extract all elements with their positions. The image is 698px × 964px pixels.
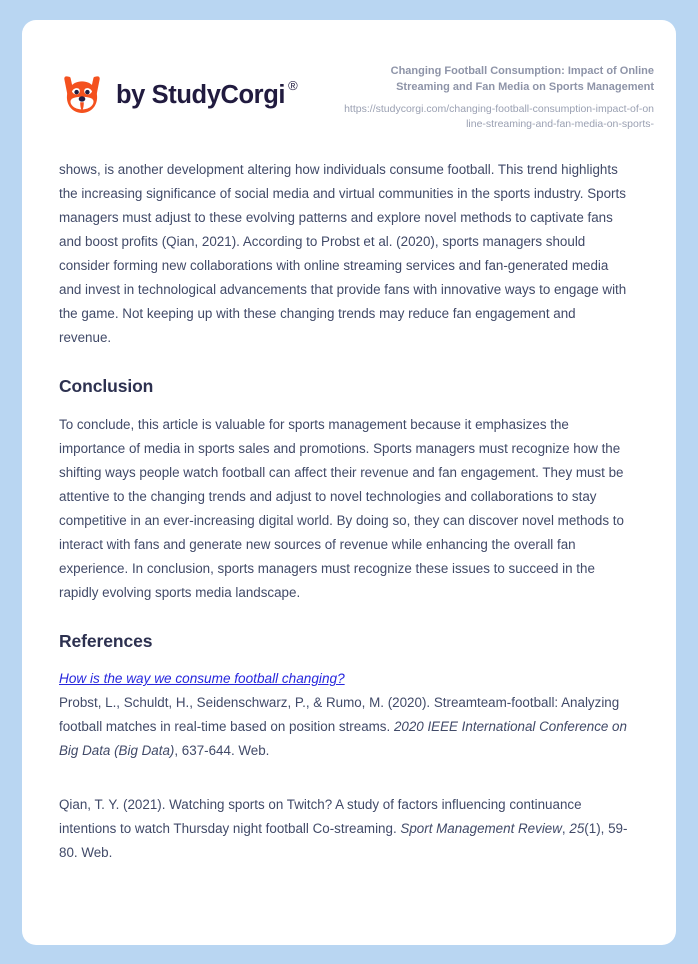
conclusion-heading: Conclusion [59, 376, 154, 397]
references-heading: References [59, 631, 153, 652]
document-url: https://studycorgi.com/changing-football-consumption-impact-of-online-streaming-and-fan-media-on-sports- [344, 103, 654, 130]
reference-probst-source: 2020 IEEE International Conference on Big Data (Big Data) [59, 719, 627, 759]
reference-qian-source: Sport Management Review [400, 821, 562, 837]
reference-entry-probst [59, 691, 629, 763]
reference-qian-volume: 25 [569, 821, 585, 837]
corgi-face-icon [59, 72, 105, 118]
brand-name [116, 77, 298, 110]
reference-probst-post: , 637-644. Web. [174, 743, 270, 759]
reference-qian-post: (1), 59-80. Web. [59, 821, 628, 861]
reference-source-link[interactable]: How is the way we consume football changing? [59, 671, 345, 687]
intro-paragraph: shows, is another development altering how individuals consume football. This trend highlights the increasing significance of social media and virtual communities in the sports industry. Sports managers must adjust to these evolving patterns and explore novel methods to captivate fans and boost profits (Qian, 2021). According to Probst et al. (2020), sports managers should consider forming new collaborations with online streaming services and fan-generated media and invest in technological advancements that provide fans with innovative ways to engage with the game. Not keeping up with these changing trends may reduce fan engagement and revenue. [59, 162, 627, 346]
reference-qian-mid: , [561, 821, 570, 837]
header-meta [342, 60, 654, 131]
brand-logo-group[interactable] [59, 60, 297, 118]
brand-name-text: by StudyCorgi [116, 80, 286, 109]
registered-trademark-icon: ® [288, 77, 298, 93]
document-page [22, 20, 676, 945]
conclusion-paragraph: To conclude, this article is valuable for sports management because it emphasizes the importance of media in sports sales and promotions. Sports managers must recognize how the shifting ways people watch football can affect their revenue and fan engagement. They must be attentive to the changing trends and adjust to novel technologies and collaborations to stay competitive in an ever-increasing digital world. By doing so, they can discover novel methods to interact with fans and generate new sources of revenue while enhancing the overall fan experience. In conclusion, sports managers must recognize these issues to succeed in the rapidly evolving sports media landscape. [59, 417, 624, 601]
reference-qian-pre: Qian, T. Y. (2021). Watching sports on Twitch? A study of factors influencing continuance intentions to watch Thursday night football Co-streaming. [59, 797, 582, 837]
reference-probst-pre: Probst, L., Schuldt, H., Seidenschwarz, P., & Rumo, M. (2020). Streamteam-football: Analyzing football matches in real-time based on position streams. [59, 695, 620, 735]
reference-entry-qian [59, 793, 629, 865]
document-content [22, 158, 676, 865]
document-title: Changing Football Consumption: Impact of Online Streaming and Fan Media on Sports Management [390, 65, 654, 93]
document-header [22, 20, 676, 131]
